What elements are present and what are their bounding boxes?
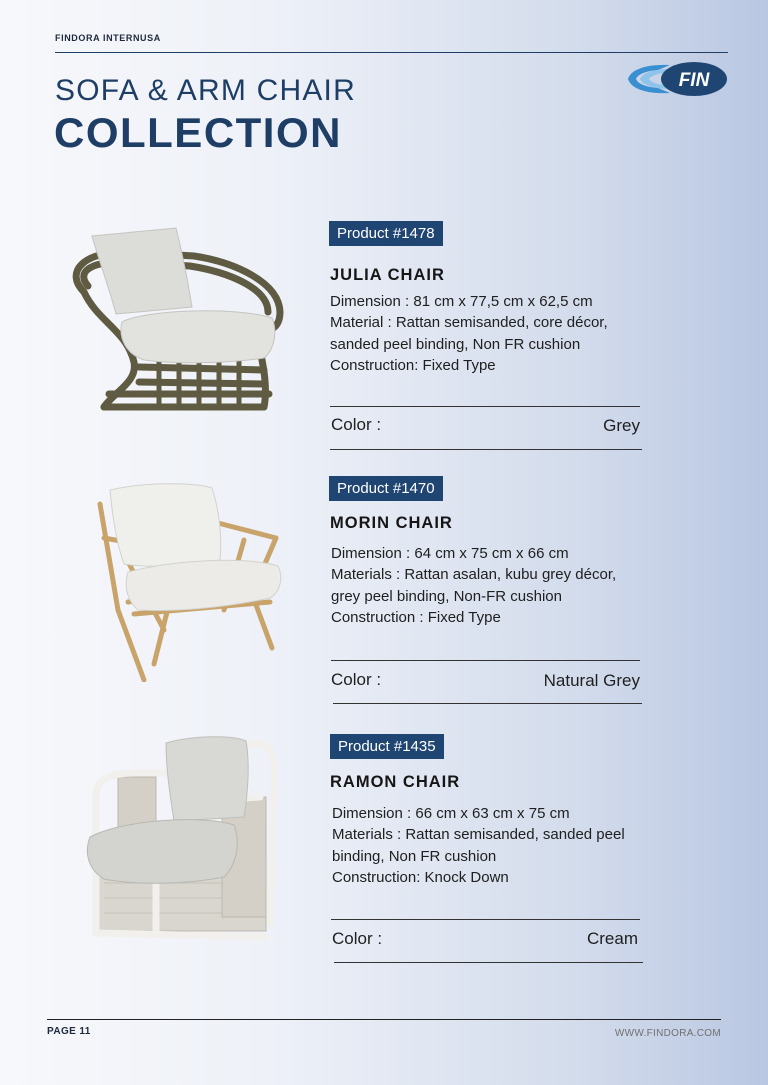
product-name: JULIA CHAIR <box>330 266 445 284</box>
ramon-chair-image <box>84 733 280 945</box>
header-divider <box>55 52 728 53</box>
color-rule-bottom <box>334 962 643 963</box>
page-title-line2: COLLECTION <box>54 109 342 156</box>
color-label: Color : <box>331 415 382 434</box>
footer-divider <box>47 1019 721 1020</box>
product-badge: Product #1435 <box>330 734 444 759</box>
color-rule-bottom <box>330 449 642 450</box>
page-title-line1: SOFA & ARM CHAIR <box>55 74 356 107</box>
color-label: Color : <box>331 670 382 689</box>
page-number: PAGE 11 <box>47 1026 91 1037</box>
fin-logo <box>618 60 730 98</box>
product-description: Dimension : 81 cm x 77,5 cm x 62,5 cm Material : Rattan semisanded, core décor, sanded peel binding, Non FR cushion Construction: Fixed Type <box>330 293 608 374</box>
logo-text: FIN <box>678 70 710 91</box>
color-label: Color : <box>332 929 383 948</box>
product-description: Dimension : 64 cm x 75 cm x 66 cm Materials : Rattan asalan, kubu grey décor, grey peel binding, Non-FR cushion Construction : Fixed Type <box>331 545 617 626</box>
color-rule-top <box>331 660 640 661</box>
website-link[interactable]: WWW.FINDORA.COM <box>614 1028 721 1039</box>
julia-chair-image <box>64 222 292 427</box>
color-value: Cream <box>586 929 638 948</box>
color-value: Natural Grey <box>543 671 640 690</box>
color-rule-top <box>330 406 640 407</box>
company-name: FINDORA INTERNUSA <box>55 33 161 43</box>
color-rule-bottom <box>333 703 642 704</box>
product-badge: Product #1470 <box>329 476 443 501</box>
product-badge: Product #1478 <box>329 221 443 246</box>
product-description: Dimension : 66 cm x 63 cm x 75 cm Materials : Rattan semisanded, sanded peel binding, Non FR cushion Construction: Knock Down <box>332 805 625 886</box>
color-rule-top <box>331 919 640 920</box>
product-name: RAMON CHAIR <box>330 773 461 791</box>
morin-chair-image <box>94 482 286 682</box>
color-value: Grey <box>603 416 640 435</box>
product-name: MORIN CHAIR <box>330 514 453 532</box>
